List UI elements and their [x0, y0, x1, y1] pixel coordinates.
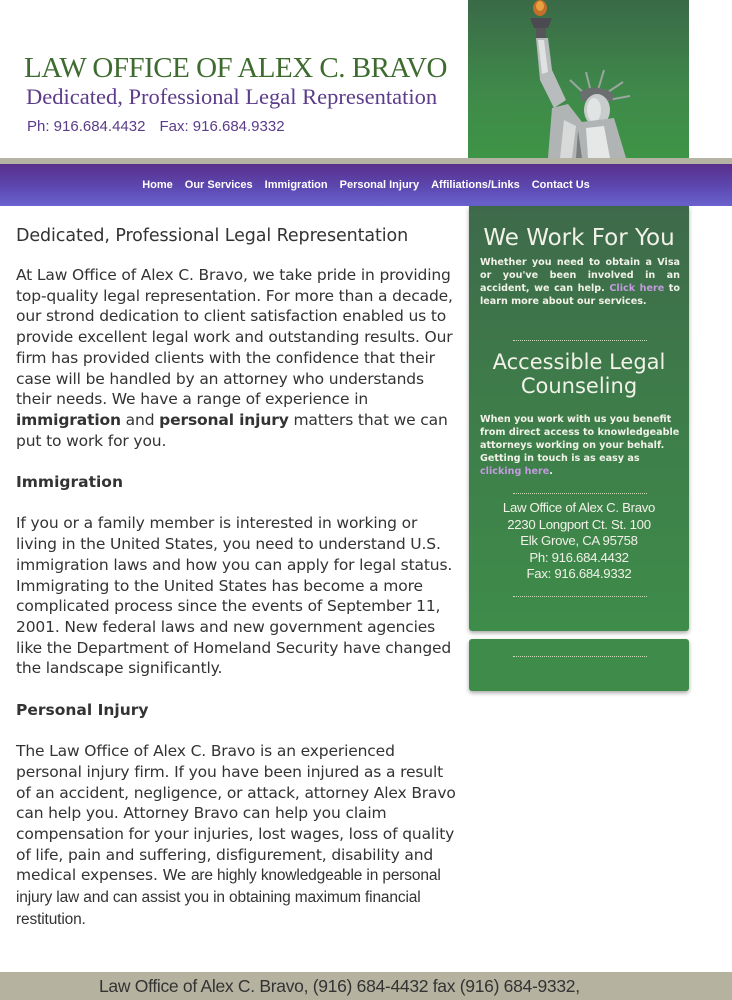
personal-injury-paragraph — [16, 741, 456, 930]
nav-our-services[interactable]: Our Services — [184, 179, 253, 191]
work-text: Whether you need to obtain a Visa or you've been involved in an accident, we can help. — [480, 257, 680, 294]
nav-contact-us[interactable]: Contact Us — [531, 179, 590, 191]
nav-immigration[interactable]: Immigration — [264, 179, 328, 191]
contact-clicking-here-link[interactable]: clicking here — [480, 466, 550, 477]
address-name: Law Office of Alex C. Bravo — [502, 500, 656, 515]
intro-text: matters that we can put to work for you. — [16, 410, 448, 450]
footer-contact-text: Law Office of Alex C. Bravo, (916) 684-4432 fax (916) 684-9332, — [99, 976, 580, 996]
accessible-counseling-text — [480, 413, 680, 478]
office-address — [469, 500, 689, 583]
intro-text: At Law Office of Alex C. Bravo, we take pride in providing top-quality legal representation. For more than a decade, our strond dedication to client satisfaction enabled us to provide excellent legal work and outstanding results. Our firm has provided clients with the confidence that their case will be handled by an attorney who understands their needs. We have a range of experience in — [16, 266, 453, 409]
counsel-text: . — [549, 466, 553, 477]
work-text: to learn more about our services. — [480, 283, 680, 307]
dotted-divider — [513, 656, 647, 657]
nav-affiliations-links[interactable]: Affiliations/Links — [431, 179, 520, 191]
personal-injury-heading: Personal Injury — [16, 700, 149, 719]
dotted-divider — [513, 340, 647, 341]
personal-injury-text-continued: are highly knowledgeable in personal injury law and can assist you in obtaining maximum financial restitution. — [16, 867, 441, 928]
main-nav — [0, 164, 732, 206]
statue-icon — [468, 0, 689, 158]
counsel-heading-line: Counseling — [520, 374, 638, 398]
services-click-here-link[interactable]: Click here — [609, 283, 665, 294]
sidebar-panel-secondary — [469, 639, 689, 691]
statue-of-liberty-image — [468, 0, 689, 158]
logo-title: LAW OFFICE OF ALEX C. BRAVO — [24, 52, 448, 84]
address-city: Elk Grove, CA 95758 — [520, 533, 638, 548]
page-heading: Dedicated, Professional Legal Representation — [16, 226, 409, 246]
logo-tagline: Dedicated, Professional Legal Representation — [26, 84, 438, 109]
immigration-paragraph: If you or a family member is interested in working or living in the United States, you need to understand U.S. immigration laws and how you can apply for legal status. Immigrating to the United States has become a more complicated process since the events of September 11, 2001. New federal laws and new government agencies like the Department of Homeland Security have changed the landscape significantly. — [16, 514, 453, 678]
counsel-text: When you work with us you benefit from direct access to knowledgeable attorneys working on your behalf. Getting in touch is as easy as — [480, 414, 680, 464]
site-footer — [0, 972, 732, 1000]
intro-bold-personal-injury: personal injury — [159, 410, 289, 429]
nav-home[interactable]: Home — [142, 179, 173, 191]
intro-text: and — [120, 410, 160, 429]
site-logo[interactable] — [24, 52, 447, 138]
personal-injury-text: The Law Office of Alex C. Bravo is an experienced personal injury firm. If you have been injured as a result of an accident, negligence, or attack, attorney Alex Bravo can help you. Attorney Bravo can help you claim compensation for your injuries, lost wages, loss of quality of life, pain and suffering, disfigurement, disability and medical expenses. We — [16, 742, 456, 885]
site-header — [0, 0, 732, 158]
sidebar-panel — [469, 206, 689, 631]
dotted-divider — [513, 493, 647, 494]
main-content — [16, 224, 456, 930]
we-work-for-you-text — [480, 256, 680, 308]
counsel-heading-line: Accessible Legal — [492, 350, 666, 374]
address-street: 2230 Longport Ct. St. 100 — [507, 516, 651, 532]
address-phone: Ph: 916.684.4432 — [529, 549, 629, 565]
logo-fax-number: Fax: 916.684.9332 — [159, 118, 285, 135]
address-fax: Fax: 916.684.9332 — [526, 566, 632, 581]
accessible-counseling-heading — [469, 350, 689, 398]
logo-contact — [27, 116, 447, 138]
intro-bold-immigration: immigration — [16, 410, 121, 429]
dotted-divider — [513, 596, 647, 597]
intro-paragraph — [16, 265, 456, 451]
logo-phone-number: Ph: 916.684.4432 — [27, 118, 146, 135]
immigration-heading: Immigration — [16, 473, 123, 492]
we-work-for-you-heading: We Work For You — [483, 225, 675, 251]
nav-personal-injury[interactable]: Personal Injury — [339, 179, 420, 191]
